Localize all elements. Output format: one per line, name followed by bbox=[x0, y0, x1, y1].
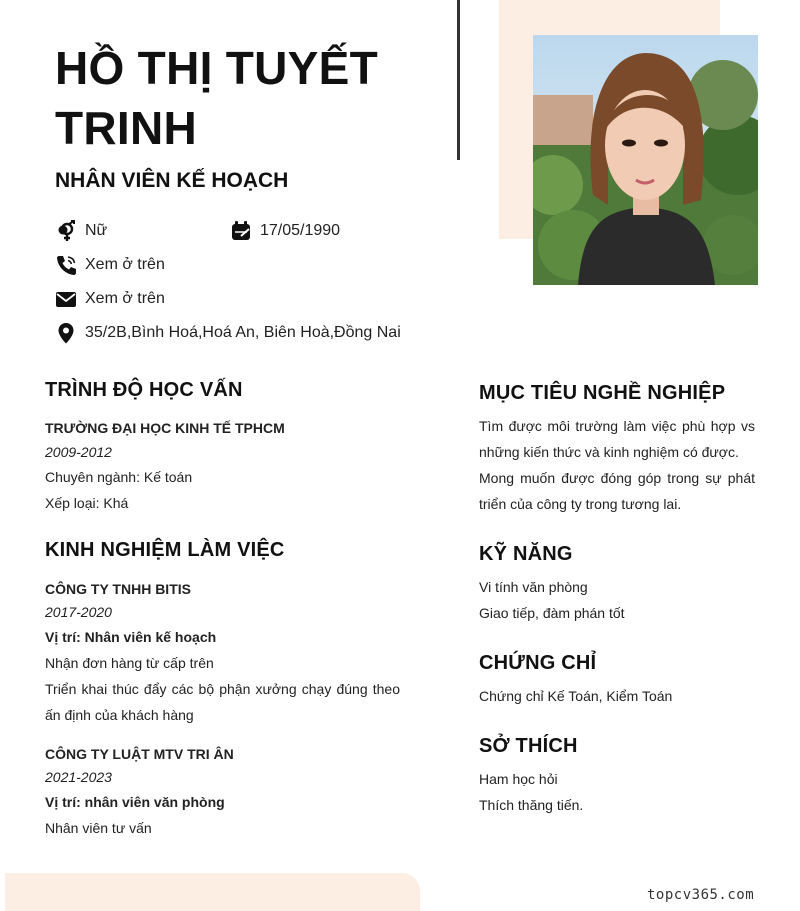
education-heading: TRÌNH ĐỘ HỌC VẤN bbox=[45, 379, 243, 401]
job1-company: CÔNG TY TNHH BITIS bbox=[45, 581, 191, 597]
birthday-row bbox=[230, 220, 340, 242]
job2-desc-1: Nhân viên tư vấn bbox=[45, 820, 152, 836]
address-row bbox=[55, 322, 401, 344]
envelope-icon bbox=[55, 288, 77, 310]
phone-icon bbox=[55, 254, 77, 276]
skill-item: Giao tiếp, đàm phán tốt bbox=[479, 605, 625, 621]
birthday-value: 17/05/1990 bbox=[260, 222, 341, 239]
profile-photo bbox=[533, 35, 758, 285]
phone-value: Xem ở trên bbox=[85, 256, 165, 273]
hobbies-heading: SỞ THÍCH bbox=[479, 735, 578, 757]
job1-desc-1: Nhận đơn hàng từ cấp trên bbox=[45, 655, 214, 671]
map-pin-icon bbox=[55, 322, 77, 344]
watermark: topcv365.com bbox=[647, 887, 755, 903]
certificate-item: Chứng chỉ Kế Toán, Kiểm Toán bbox=[479, 688, 673, 704]
skills-heading: KỸ NĂNG bbox=[479, 543, 573, 565]
decorative-vertical-line bbox=[457, 0, 460, 160]
education-major: Chuyên ngành: Kế toán bbox=[45, 469, 193, 485]
objective-paragraph-2: Mong muốn được đóng góp trong sự phát triển của công ty trong tương lai. bbox=[479, 470, 755, 512]
education-period: 2009-2012 bbox=[45, 444, 112, 460]
job1-period: 2017-2020 bbox=[45, 604, 112, 620]
objective-heading: MỤC TIÊU NGHỀ NGHIỆP bbox=[479, 382, 726, 404]
objective-paragraph-1: Tìm được môi trường làm việc phù hợp vs những kiến thức và kinh nghiệm có được. bbox=[479, 418, 755, 460]
hobby-item: Ham học hỏi bbox=[479, 771, 558, 787]
gender-value: Nữ bbox=[85, 222, 108, 239]
decorative-peach-block-bottom bbox=[5, 873, 420, 911]
address-value: 35/2B,Bình Hoá,Hoá An, Biên Hoà,Đồng Nai bbox=[85, 324, 401, 341]
gender-icon bbox=[55, 220, 77, 242]
job2-period: 2021-2023 bbox=[45, 769, 112, 785]
job1-position: Vị trí: Nhân viên kế hoạch bbox=[45, 629, 217, 645]
candidate-name: HỒ THỊ TUYẾT TRINH bbox=[55, 42, 379, 154]
school-name: TRƯỜNG ĐẠI HỌC KINH TẾ TPHCM bbox=[45, 420, 285, 436]
certificates-heading: CHỨNG CHỈ bbox=[479, 652, 597, 674]
hobby-item: Thích thăng tiến. bbox=[479, 797, 584, 813]
job-title: NHÂN VIÊN KẾ HOẠCH bbox=[55, 169, 289, 192]
education-grade: Xếp loại: Khá bbox=[45, 495, 129, 511]
job1-desc-2: Triển khai thúc đẩy các bộ phận xưởng chạy đúng theo ấn định của khách hàng bbox=[45, 681, 400, 723]
email-row bbox=[55, 288, 165, 310]
email-value: Xem ở trên bbox=[85, 290, 165, 307]
experience-heading: KINH NGHIỆM LÀM VIỆC bbox=[45, 539, 285, 561]
job2-position: Vị trí: nhân viên văn phòng bbox=[45, 794, 225, 810]
calendar-icon bbox=[230, 220, 252, 242]
phone-row bbox=[55, 254, 165, 276]
job2-company: CÔNG TY LUẬT MTV TRI ÂN bbox=[45, 746, 234, 762]
skill-item: Vi tính văn phòng bbox=[479, 579, 588, 595]
gender-row bbox=[55, 220, 107, 242]
